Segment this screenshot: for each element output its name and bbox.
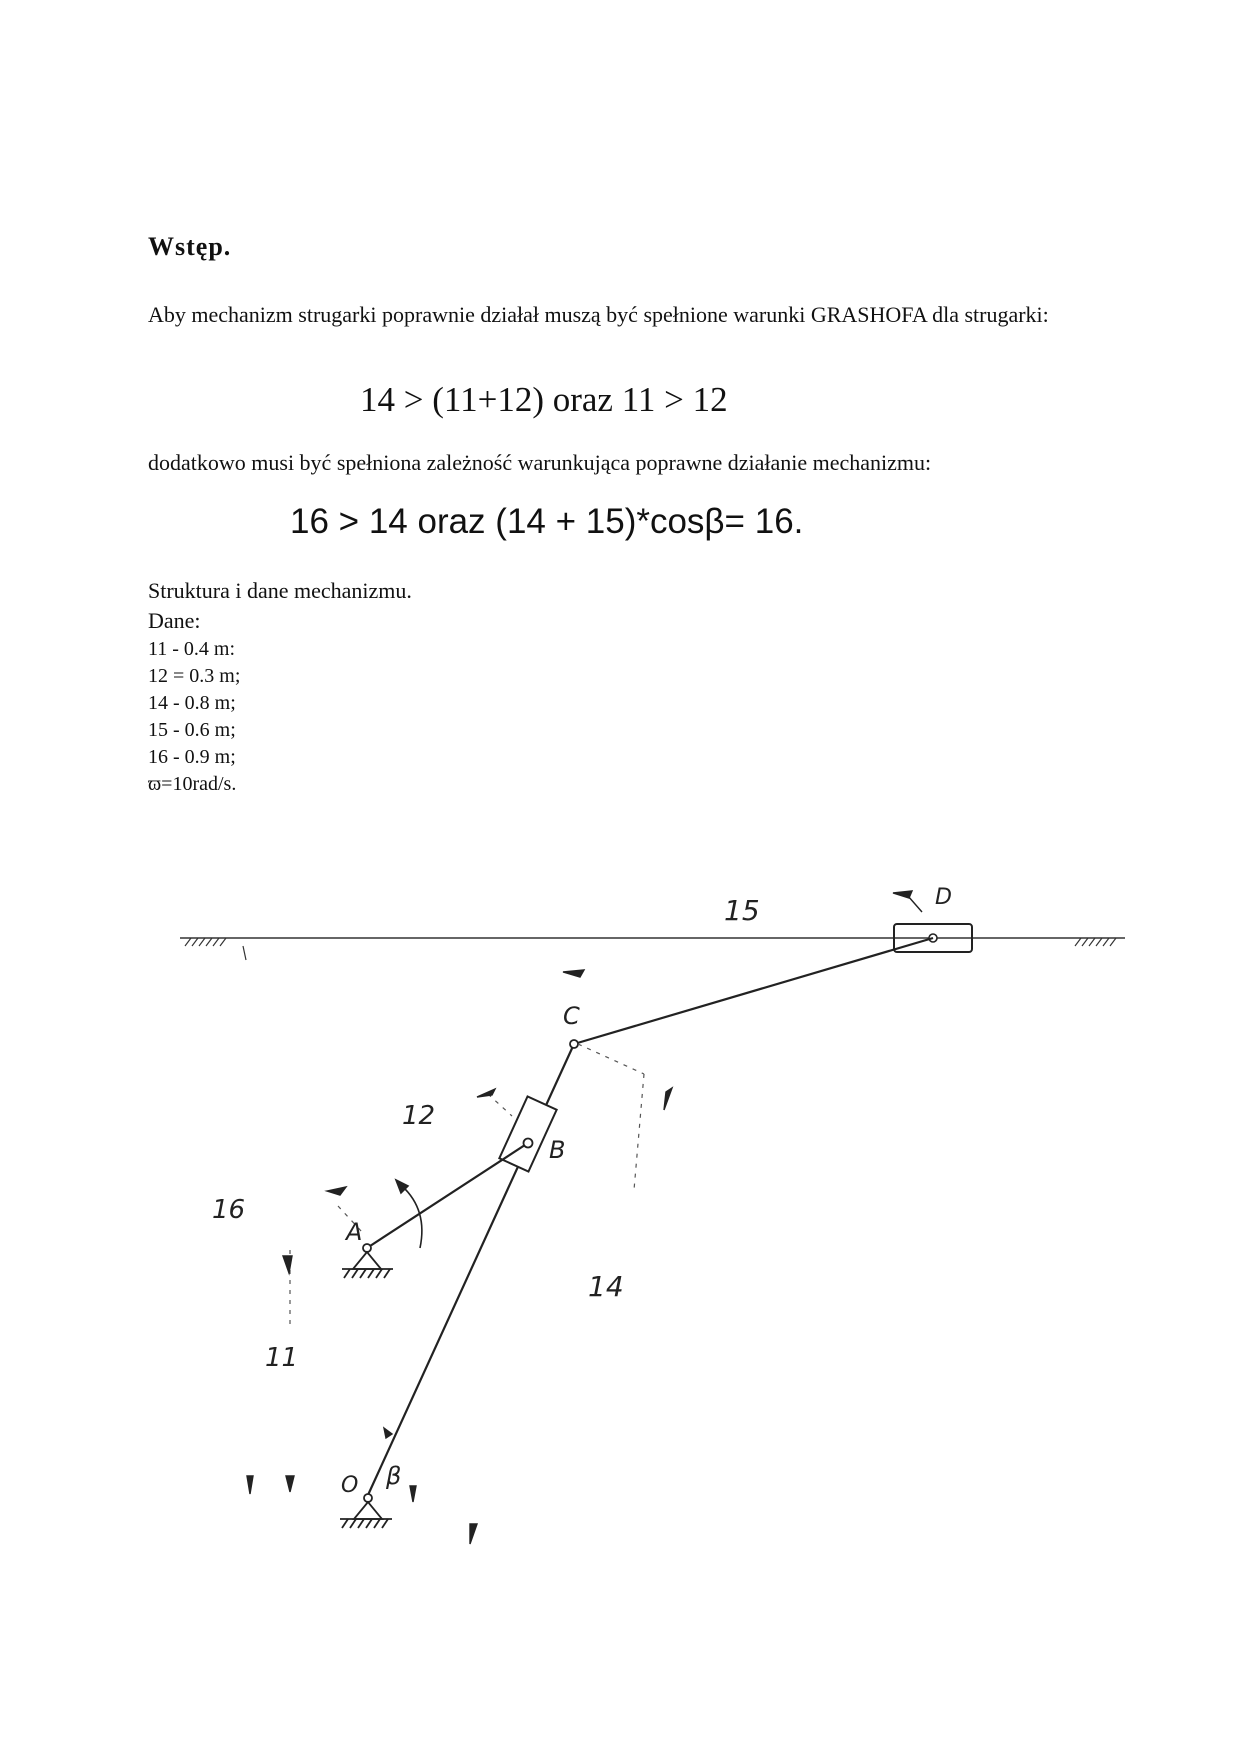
section-heading: Wstęp. [148,232,232,261]
intro-paragraph: Aby mechanizm strugarki poprawnie działał muszą być spełnione warunki GRASHOFA dla strugarki: [148,302,1049,327]
data-item-l6: 16 - 0.9 m; [148,746,236,768]
label-link-14: 14 [588,1270,624,1303]
label-link-16: 16 [212,1195,246,1225]
label-link-15: 15 [724,894,760,927]
label-angle-beta: β [386,1462,402,1490]
ground-line [180,938,1125,960]
link-15 [574,938,933,1044]
condition-paragraph: dodatkowo musi być spełniona zależność warunkująca poprawne działanie mechanizmu: [148,450,932,475]
label-point-c: C [563,1002,580,1030]
label-link-11: 11 [265,1343,299,1373]
data-list [148,636,240,798]
label-point-o: O [341,1473,359,1498]
data-item-omega: ϖ=10rad/s. [148,773,237,795]
mechanism-diagram [0,860,1240,1580]
label-point-d: D [935,885,952,910]
condition-formula: 16 > 14 oraz (14 + 15)*cosβ= 16. [290,502,804,541]
grashof-formula: 14 > (11+12) oraz 11 > 12 [360,380,728,419]
support-a [342,1244,393,1278]
label-link-12: 12 [402,1101,436,1131]
data-item-l1: 11 - 0.4 m: [148,638,236,660]
data-item-l5: 15 - 0.6 m; [148,719,236,741]
joint-b [524,1139,533,1148]
label-point-a: A [346,1218,363,1246]
support-o [340,1494,392,1528]
label-point-b: B [549,1136,566,1164]
structure-title: Struktura i dane mechanizmu. [148,578,412,603]
data-title: Dane: [148,608,201,633]
joint-c [570,1040,578,1048]
data-item-l2: 12 = 0.3 m; [148,665,241,687]
data-item-l4: 14 - 0.8 m; [148,692,236,714]
